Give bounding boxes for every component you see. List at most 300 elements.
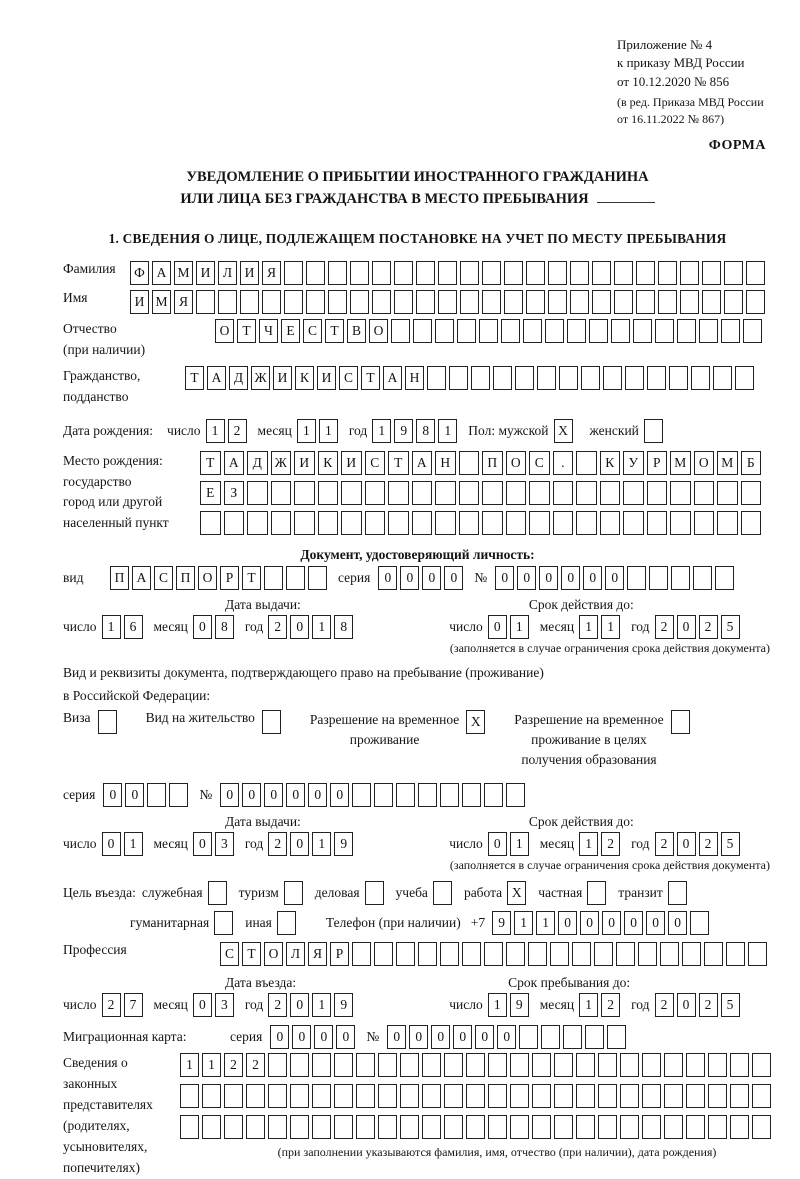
- form-cell: О: [369, 319, 388, 343]
- entry-date-header: Дата въезда:: [225, 975, 297, 991]
- form-cell: [708, 1084, 727, 1108]
- birth-month-cells: [297, 419, 341, 443]
- form-cell: 2: [699, 993, 718, 1017]
- form-cell: [488, 1084, 507, 1108]
- form-cell: [658, 261, 677, 285]
- form-cell: С: [154, 566, 173, 590]
- form-cell: .: [553, 451, 574, 475]
- form-cell: [614, 261, 633, 285]
- form-cell: 0: [330, 783, 349, 807]
- form-cell: 2: [601, 993, 620, 1017]
- form-cell: М: [152, 290, 171, 314]
- form-cell: [264, 566, 283, 590]
- form-cell: О: [694, 451, 715, 475]
- residence-permit-option: [146, 710, 284, 734]
- form-cell: Е: [281, 319, 300, 343]
- form-cell: [356, 1084, 375, 1108]
- form-cell: Т: [185, 366, 204, 390]
- form-cell: Л: [218, 261, 237, 285]
- representatives-cells-row2: [180, 1084, 774, 1108]
- form-cell: С: [529, 451, 550, 475]
- form-cell: С: [303, 319, 322, 343]
- form-cell: [598, 1053, 617, 1077]
- form-cell: [658, 290, 677, 314]
- residence-doc-intro2: в Российской Федерации:: [63, 687, 211, 703]
- form-cell: [594, 942, 613, 966]
- form-cell: [440, 942, 459, 966]
- form-cell: [554, 1084, 573, 1108]
- surname-cells: [130, 261, 768, 285]
- form-cell: [484, 783, 503, 807]
- form-cell: И: [317, 366, 336, 390]
- form-cell: [294, 511, 315, 535]
- form-cell: О: [198, 566, 217, 590]
- form-cell: [341, 511, 362, 535]
- form-cell: О: [506, 451, 527, 475]
- form-cell: 0: [292, 1025, 311, 1049]
- form-cell: 0: [558, 911, 577, 935]
- form-cell: [642, 1084, 661, 1108]
- form-cell: 0: [453, 1025, 472, 1049]
- form-cell: [169, 783, 188, 807]
- form-cell: П: [176, 566, 195, 590]
- identity-valid-month: [579, 615, 623, 639]
- form-cell: [457, 319, 476, 343]
- temp-permit-label: Разрешение на временное проживание: [309, 711, 460, 747]
- form-cell: [356, 1115, 375, 1139]
- birth-place-cell-rows: [200, 451, 764, 541]
- form-cell: [284, 290, 303, 314]
- form-cell: 1: [202, 1053, 221, 1077]
- form-cell: [642, 1115, 661, 1139]
- form-cell: 0: [409, 1025, 428, 1049]
- migration-number-label: №: [366, 1029, 380, 1045]
- surname-label: Фамилия: [63, 260, 116, 276]
- form-cell: [400, 1053, 419, 1077]
- form-cell: Т: [242, 942, 261, 966]
- stay-until-group: число 1 9 месяц 1 2 год 2 0 2 5: [449, 993, 750, 1017]
- profession-row: [63, 942, 772, 966]
- form-cell: 0: [220, 783, 239, 807]
- birth-date-label: Дата рождения:: [63, 422, 154, 438]
- form-cell: [636, 290, 655, 314]
- form-cell: [746, 290, 765, 314]
- identity-issued-month: [193, 615, 237, 639]
- citizenship-label: Гражданство, подданство: [63, 367, 141, 404]
- form-cell: [422, 1115, 441, 1139]
- form-cell: О: [264, 942, 283, 966]
- form-cell: [271, 481, 292, 505]
- form-cell: 2: [224, 1053, 243, 1077]
- form-cell: [585, 1025, 604, 1049]
- form-cell: [328, 261, 347, 285]
- form-cell: 0: [517, 566, 536, 590]
- form-cell: [444, 1115, 463, 1139]
- form-cell: [501, 319, 520, 343]
- form-cell: [378, 1053, 397, 1077]
- form-cell: А: [412, 451, 433, 475]
- form-cell: [614, 290, 633, 314]
- residence-doc-options-row: [63, 710, 772, 771]
- form-cell: 1: [372, 419, 391, 443]
- form-cell: [638, 942, 657, 966]
- form-cell: [545, 319, 564, 343]
- form-cell: [459, 451, 480, 475]
- form-cell: [224, 1084, 243, 1108]
- form-cell: И: [273, 366, 292, 390]
- purpose-private-checkbox: [587, 881, 609, 905]
- form-cell: [752, 1053, 771, 1077]
- form-cell: 0: [193, 832, 212, 856]
- residence-number-cells: [220, 783, 528, 807]
- phone-label: Телефон (при наличии): [325, 915, 461, 931]
- form-cell: [724, 290, 743, 314]
- form-cell: [686, 1084, 705, 1108]
- form-cell: [548, 261, 567, 285]
- form-cell: 0: [444, 566, 463, 590]
- form-cell: [268, 1084, 287, 1108]
- form-cell: [623, 511, 644, 535]
- phone-prefix: +7: [470, 915, 486, 931]
- sex-female-label: женский: [589, 422, 639, 438]
- representatives-cells-row3: [180, 1115, 774, 1139]
- form-cell: [553, 511, 574, 535]
- form-cell: [510, 1053, 529, 1077]
- form-cell: [563, 1025, 582, 1049]
- form-cell: С: [365, 451, 386, 475]
- form-cell: 2: [246, 1053, 265, 1077]
- form-cell: [647, 481, 668, 505]
- form-cell: [246, 1084, 265, 1108]
- identity-doc-date-headers: [63, 597, 772, 613]
- form-cell: 9: [334, 832, 353, 856]
- form-cell: [519, 1025, 538, 1049]
- form-cell: [268, 1053, 287, 1077]
- form-cell: 1: [312, 832, 331, 856]
- form-cell: А: [152, 261, 171, 285]
- form-cell: А: [224, 451, 245, 475]
- form-cell: 0: [677, 615, 696, 639]
- form-cell: [713, 366, 732, 390]
- form-cell: 1: [180, 1053, 199, 1077]
- form-cell: 0: [583, 566, 602, 590]
- form-cell: [576, 481, 597, 505]
- form-cell: 1: [536, 911, 555, 935]
- entry-date-headers: [63, 975, 772, 991]
- form-cell: [528, 942, 547, 966]
- form-cell: [647, 511, 668, 535]
- form-cell: [627, 566, 646, 590]
- identity-doc-number-cells: [495, 566, 737, 590]
- identity-issued-year: [268, 615, 356, 639]
- residence-permit-label: Вид на жительство: [145, 709, 255, 725]
- form-cell: [506, 942, 525, 966]
- name-row: [63, 290, 772, 314]
- form-cell: [504, 261, 523, 285]
- form-cell: [334, 1084, 353, 1108]
- form-cell: [726, 942, 745, 966]
- form-title: [63, 166, 772, 211]
- form-cell: [394, 290, 413, 314]
- form-cell: [576, 1053, 595, 1077]
- residence-issued-group: число 0 1 месяц 0 3 год 2 0 1 9: [63, 832, 364, 856]
- form-cell: [721, 319, 740, 343]
- form-cell: [600, 481, 621, 505]
- form-cell: [482, 290, 501, 314]
- representatives-cell-rows: [180, 1053, 774, 1160]
- form-cell: 9: [334, 993, 353, 1017]
- form-cell: [412, 511, 433, 535]
- form-cell: [484, 942, 503, 966]
- form-cell: Н: [435, 451, 456, 475]
- form-cell: [400, 1084, 419, 1108]
- identity-doc-series-label: серия: [338, 569, 371, 585]
- form-cell: [741, 481, 762, 505]
- form-cell: [180, 1084, 199, 1108]
- form-cell: [647, 366, 666, 390]
- form-cell: [433, 881, 452, 905]
- form-cell: [699, 319, 718, 343]
- form-cell: Ж: [271, 451, 292, 475]
- form-cell: 0: [422, 566, 441, 590]
- form-cell: М: [717, 451, 738, 475]
- form-cell: Я: [262, 261, 281, 285]
- form-cell: 1: [579, 832, 598, 856]
- form-cell: 9: [510, 993, 529, 1017]
- birth-place-label: Место рождения: государство город или другой населенный пункт: [63, 452, 169, 531]
- form-cell: [677, 319, 696, 343]
- form-cell: Т: [361, 366, 380, 390]
- form-cell: 0: [242, 783, 261, 807]
- form-cell: [587, 881, 606, 905]
- form-cell: [350, 290, 369, 314]
- form-cell: [306, 290, 325, 314]
- form-cell: [427, 366, 446, 390]
- form-cell: [526, 290, 545, 314]
- form-cell: [396, 783, 415, 807]
- form-cell: Ф: [130, 261, 149, 285]
- section1-heading: 1. СВЕДЕНИЯ О ЛИЦЕ, ПОДЛЕЖАЩЕМ ПОСТАНОВКЕ НА УЧЕТ ПО МЕСТУ ПРЕБЫВАНИЯ: [108, 230, 727, 246]
- form-cell: [412, 481, 433, 505]
- stay-year: [655, 993, 743, 1017]
- migration-number-cells: [387, 1025, 629, 1049]
- form-cell: X: [507, 881, 526, 905]
- form-cell: [262, 290, 281, 314]
- purpose-label: Цель въезда:: [63, 885, 136, 901]
- birth-year-label: год: [348, 422, 368, 438]
- form-cell: [294, 481, 315, 505]
- form-cell: [735, 366, 754, 390]
- purpose-other-checkbox: [277, 911, 299, 935]
- form-cell: 0: [495, 566, 514, 590]
- form-cell: [682, 942, 701, 966]
- purpose-option-private: частная: [538, 881, 609, 905]
- form-cell: 2: [102, 993, 121, 1017]
- residence-valid-header: Срок действия до:: [528, 814, 634, 830]
- form-cell: [633, 319, 652, 343]
- form-cell: 0: [475, 1025, 494, 1049]
- purpose-commercial-checkbox: [365, 881, 387, 905]
- form-cell: 1: [510, 832, 529, 856]
- purpose-work-checkbox: [507, 881, 529, 905]
- form-cell: 5: [721, 993, 740, 1017]
- form-cell: [548, 290, 567, 314]
- annex-reference: [617, 36, 772, 91]
- form-cell: 1: [488, 993, 507, 1017]
- surname-row: [63, 261, 772, 285]
- form-cell: [671, 566, 690, 590]
- form-cell: 2: [268, 993, 287, 1017]
- form-cell: [717, 481, 738, 505]
- residence-valid-day: [488, 832, 532, 856]
- form-cell: 1: [438, 419, 457, 443]
- form-cell: [247, 511, 268, 535]
- form-cell: [277, 911, 296, 935]
- form-cell: [378, 1115, 397, 1139]
- birth-day-cells: [206, 419, 250, 443]
- birth-place-cells-row3: [200, 511, 764, 535]
- edu-permit-option: [514, 710, 692, 771]
- form-cell: [694, 511, 715, 535]
- title-underline: [597, 202, 655, 203]
- name-cells: [130, 290, 768, 314]
- form-cell: З: [224, 481, 245, 505]
- form-cell: 1: [124, 832, 143, 856]
- identity-valid-year: [655, 615, 743, 639]
- purpose-option-humanitarian: гуманитарная: [130, 911, 236, 935]
- form-cell: Т: [237, 319, 256, 343]
- form-cell: [715, 566, 734, 590]
- residence-series-cells: [103, 783, 191, 807]
- form-cell: [537, 366, 556, 390]
- form-cell: [529, 511, 550, 535]
- form-cell: [510, 1115, 529, 1139]
- stay-day: [488, 993, 532, 1017]
- form-cell: [581, 366, 600, 390]
- form-cell: 0: [668, 911, 687, 935]
- residence-series-label: серия: [63, 787, 96, 803]
- form-cell: [702, 261, 721, 285]
- form-cell: 2: [655, 832, 674, 856]
- form-cell: [704, 942, 723, 966]
- birth-place-row: [63, 451, 772, 541]
- form-cell: [567, 319, 586, 343]
- form-cell: [334, 1053, 353, 1077]
- identity-doc-series-cells: [378, 566, 466, 590]
- form-cell: [702, 290, 721, 314]
- form-cell: [506, 481, 527, 505]
- form-cell: 8: [416, 419, 435, 443]
- form-cell: 1: [312, 615, 331, 639]
- annex-note-line: (в ред. Приказа МВД России: [617, 95, 764, 110]
- form-cell: [482, 261, 501, 285]
- form-cell: [284, 261, 303, 285]
- annex-amendment-note: [617, 94, 772, 128]
- form-cell: 2: [601, 832, 620, 856]
- form-cell: [98, 710, 117, 734]
- form-cell: А: [207, 366, 226, 390]
- form-cell: [418, 942, 437, 966]
- form-cell: [318, 481, 339, 505]
- form-cell: [284, 881, 303, 905]
- form-cell: 8: [334, 615, 353, 639]
- form-cell: [290, 1115, 309, 1139]
- form-cell: X: [466, 710, 485, 734]
- form-cell: [482, 511, 503, 535]
- form-cell: 0: [677, 832, 696, 856]
- form-cell: [600, 511, 621, 535]
- phone-cells: [492, 911, 712, 935]
- form-cell: 2: [268, 615, 287, 639]
- identity-doc-kind-label: вид: [63, 569, 84, 585]
- form-cell: 5: [721, 832, 740, 856]
- birth-place-cells-row2: [200, 481, 764, 505]
- form-cell: В: [347, 319, 366, 343]
- representatives-note: (при заполнении указываются фамилия, имя, отчество (при наличии), дата рождения): [277, 1145, 717, 1160]
- form-cell: [570, 290, 589, 314]
- form-cell: М: [670, 451, 691, 475]
- form-cell: 5: [721, 615, 740, 639]
- form-cell: [510, 1084, 529, 1108]
- form-cell: [435, 481, 456, 505]
- form-cell: [730, 1115, 749, 1139]
- purpose-option-transit: транзит: [618, 881, 690, 905]
- residence-doc-intro1: Вид и реквизиты документа, подтверждающего право на пребывание (проживание): [63, 664, 544, 680]
- form-cell: 1: [312, 993, 331, 1017]
- form-cell: [374, 783, 393, 807]
- form-cell: [686, 1053, 705, 1077]
- form-cell: [388, 511, 409, 535]
- form-cell: 0: [193, 615, 212, 639]
- form-cell: 3: [215, 993, 234, 1017]
- form-cell: [147, 783, 166, 807]
- form-cell: [515, 366, 534, 390]
- birth-place-cells-row1: [200, 451, 764, 475]
- purpose-business-checkbox: [208, 881, 230, 905]
- form-cell: [670, 511, 691, 535]
- form-cell: [312, 1053, 331, 1077]
- form-cell: У: [623, 451, 644, 475]
- form-cell: [708, 1115, 727, 1139]
- form-cell: [240, 290, 259, 314]
- form-cell: [306, 261, 325, 285]
- form-cell: [196, 290, 215, 314]
- form-cell: [224, 1115, 243, 1139]
- form-cell: [504, 290, 523, 314]
- form-cell: [356, 1053, 375, 1077]
- form-cell: 1: [206, 419, 225, 443]
- form-cell: [449, 366, 468, 390]
- form-cell: [462, 942, 481, 966]
- form-cell: [352, 783, 371, 807]
- birth-date-row: [63, 419, 772, 443]
- form-cell: Р: [220, 566, 239, 590]
- form-cell: [724, 261, 743, 285]
- patronymic-cells: [215, 319, 765, 343]
- form-cell: 2: [655, 993, 674, 1017]
- residence-issued-month: [193, 832, 237, 856]
- purpose-option-other: иная: [245, 911, 299, 935]
- form-cell: 2: [268, 832, 287, 856]
- form-cell: [616, 942, 635, 966]
- form-cell: [620, 1115, 639, 1139]
- representatives-label: Сведения о законных представителях (родителях, усыновителях, попечителях): [63, 1055, 153, 1175]
- patronymic-label: Отчество (при наличии): [63, 320, 146, 357]
- form-title-line2: ИЛИ ЛИЦА БЕЗ ГРАЖДАНСТВА В МЕСТО ПРЕБЫВАНИЯ: [63, 188, 772, 210]
- form-cell: [644, 419, 663, 443]
- form-cell: Я: [174, 290, 193, 314]
- form-cell: Д: [229, 366, 248, 390]
